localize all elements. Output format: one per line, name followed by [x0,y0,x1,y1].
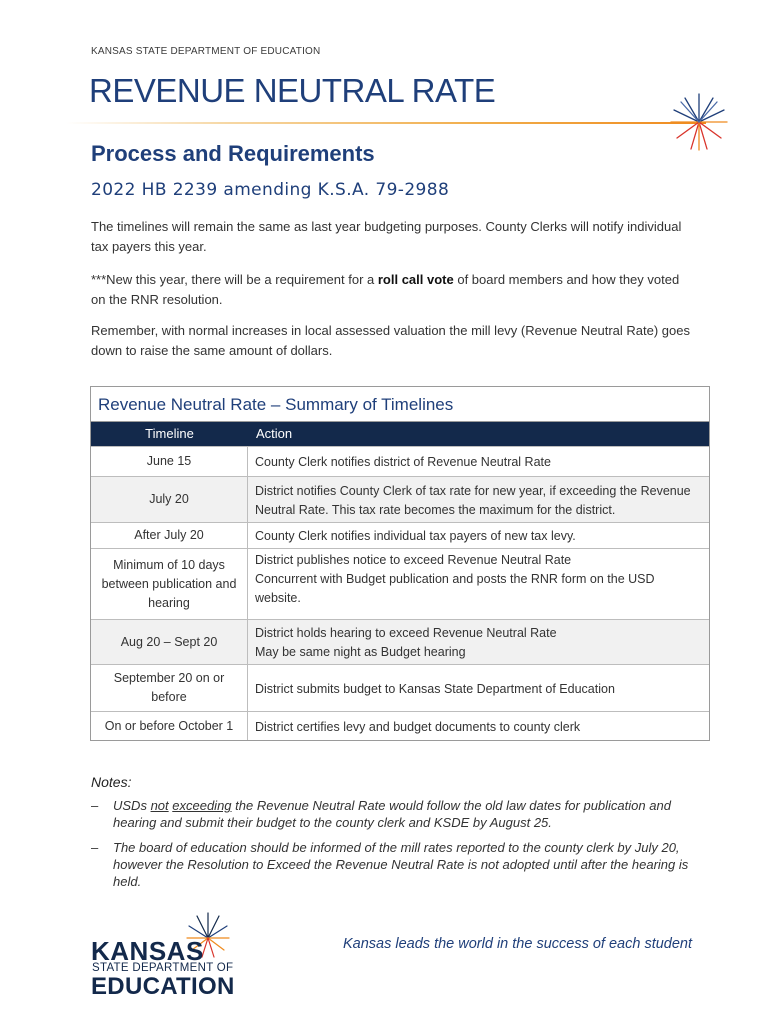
title-rule [66,122,706,124]
table-row [91,446,709,476]
section-heading: Process and Requirements [91,141,375,166]
action-cell [248,477,709,522]
paragraph-text: ***New this year, there will be a requirement for a [91,272,378,287]
ksde-logo [91,912,241,1002]
note-text: The board of education should be informed of the mill rates reported to the county clerk by July 20, however the Resolution to Exceed the Revenue Neutral Rate is not adopted until after the hearing is held. [113,840,689,889]
timeline-cell: July 20 [91,477,248,522]
timeline-cell: Minimum of 10 days between publication and hearing [91,549,248,619]
logo-state-department-text: STATE DEPARTMENT OF [92,962,234,974]
note-fragment: USDs [113,798,151,813]
logo-kansas-text: KANSAS [91,936,204,966]
action-cell [248,523,709,548]
action-line: Concurrent with Budget publication and posts the RNR form on the USD website. [255,572,655,605]
agency-name: KANSAS STATE DEPARTMENT OF EDUCATION [91,46,321,57]
section-subheading: 2022 HB 2239 amending K.S.A. 79-2988 [91,180,450,200]
note-dash: – [91,840,99,855]
action-cell [248,665,709,711]
footer-tagline: Kansas leads the world in the success of each student [343,936,693,952]
action-line: District notifies County Clerk of tax rate for new year, if exceeding the Revenue Neutral Rate. This tax rate becomes the maximum for the district. [255,483,691,517]
paragraph-roll-call [91,270,691,310]
kansas-star-icon [669,92,729,152]
paragraph-timelines: The timelines will remain the same as last year budgeting purposes. County Clerks will notify individual tax payers this year. [91,219,682,254]
action-line: May be same night as Budget hearing [255,645,466,659]
document-title: REVENUE NEUTRAL RATE [89,72,496,109]
timeline-cell: On or before October 1 [91,712,248,740]
note-text [113,797,691,831]
action-line: District publishes notice to exceed Revenue Neutral Rate [255,553,572,567]
table-row [91,619,709,664]
action-line: District certifies levy and budget documents to county clerk [255,719,581,734]
table-row [91,664,709,711]
action-line: County Clerk notifies district of Revenue Neutral Rate [255,455,551,469]
note-fragment: the Revenue Neutral Rate would follow the old law dates for publication and hearing and submit their budget to the county clerk and KSDE by August 25. [113,798,671,830]
table-caption: Revenue Neutral Rate – Summary of Timelines [91,387,709,422]
action-cell [248,712,709,740]
action-cell [248,549,709,619]
roll-call-vote-emphasis: roll call vote [377,272,454,287]
note-underline-not: not [150,798,169,813]
paragraph-mill-levy: Remember, with normal increases in local assessed valuation the mill levy (Revenue Neutral Rate) goes down to raise the same amount of dollars. [91,323,690,358]
timeline-cell: After July 20 [91,523,248,548]
action-cell [248,447,709,476]
table-row [91,476,709,522]
timeline-cell: Aug 20 – Sept 20 [91,620,248,664]
note-underline-exceeding: exceeding [172,798,232,813]
note-item [91,839,691,890]
action-cell [248,620,709,664]
paragraph-text: of board members and how they voted on the RNR resolution. [91,272,680,307]
note-item [91,797,691,831]
action-line: County Clerk notifies individual tax payers of new tax levy. [255,529,576,543]
timeline-table [90,386,710,741]
note-dash: – [91,798,99,813]
column-header-timeline: Timeline [145,426,194,441]
column-header-action: Action [256,426,293,441]
action-line: District submits budget to Kansas State Department of Education [255,681,615,696]
notes-title: Notes: [91,774,132,790]
table-header [91,422,709,446]
timeline-cell: June 15 [91,447,248,476]
table-row [91,711,709,740]
table-row [91,548,709,619]
table-row [91,522,709,548]
logo-education-text: EDUCATION [91,973,235,1000]
action-line: District holds hearing to exceed Revenue Neutral Rate [255,626,557,640]
timeline-cell: September 20 on or before [91,665,248,711]
